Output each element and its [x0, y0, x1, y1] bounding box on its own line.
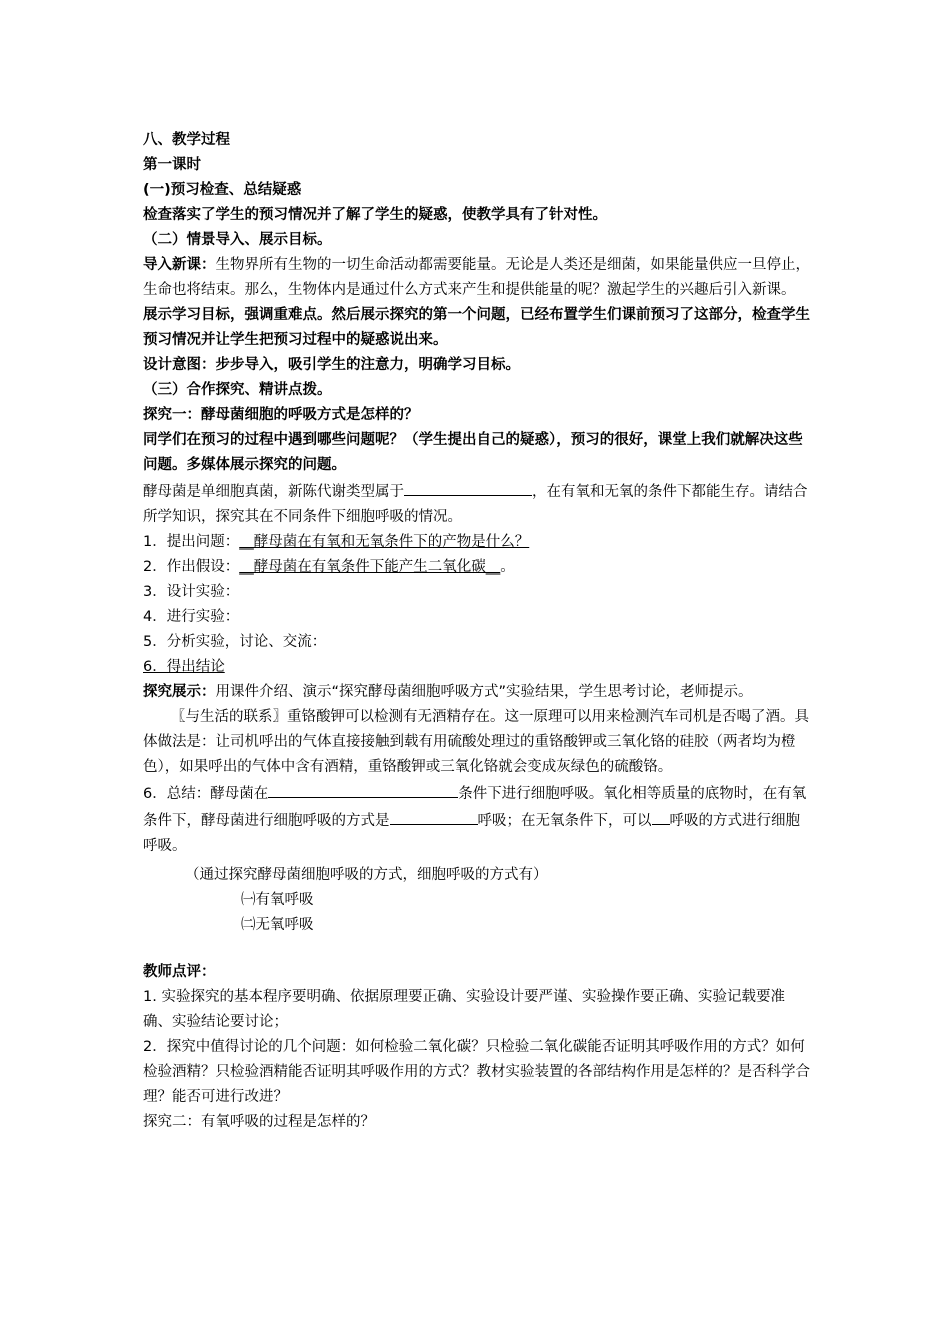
lesson-title: 第一课时 — [143, 157, 201, 173]
show-text: 用课件介绍、演示“探究酵母菌细胞呼吸方式”实验结果，学生思考讨论，老师提示。 — [215, 684, 753, 700]
aerobic-blank — [390, 807, 478, 825]
part2-title: （二）情景导入、展示目标。 — [143, 232, 332, 248]
yeast-intro-b: ，在有氧和无氧的条件下都能生存。请结合所学知识，探究其在不同条件下细胞呼吸的情况。 — [143, 484, 808, 525]
summary-paragraph — [143, 780, 811, 859]
step2-answer: __酵母菌在有氧条件下能产生二氧化碳__ — [239, 559, 501, 575]
step2-end: 。 — [500, 559, 515, 575]
show-label: 探究展示： — [143, 684, 216, 700]
section-title: 八、教学过程 — [143, 132, 230, 148]
summary-c: 呼吸；在无氧条件下，可以 — [477, 813, 652, 829]
part3-title: （三）合作探究、精讲点拨。 — [143, 382, 332, 398]
step2-label: 2．作出假设： — [143, 559, 240, 575]
life-paragraph: 〖与生活的联系〗重铬酸钾可以检测有无酒精存在。这一原理可以用来检测汽车司机是否喝了酒。具体做法是：让司机呼出的气体直接接触到载有用硫酸处理过的重铬酸钾或三氧化铬的硅胶（两者均为橙色），如果呼出的气体中含有酒精，重铬酸钾或三氧化铬就会变成灰绿色的硫酸铬。 — [143, 709, 809, 775]
review-item-2: 2．探究中值得讨论的几个问题：如何检验二氧化碳？只检验二氧化碳能否证明其呼吸作用的方式？如何检验酒精？只检验酒精能否证明其呼吸作用的方式？教材实验装置的各部结构作用是怎样的？是否科学合理？能否可进行改进？ — [143, 1039, 810, 1105]
part1-text: 检查落实了学生的预习情况并了解了学生的疑惑，使教学具有了针对性。 — [143, 207, 607, 223]
summary-b: 条件下进行细胞呼吸。氧化相等质量的底物时，在有氧条件下，酵母菌进行细胞呼吸的方式是 — [143, 786, 807, 829]
way-anaerobic: ㈡无氧呼吸 — [241, 917, 314, 933]
step1-answer: __酵母菌在有氧和无氧条件下的产物是什么？ — [239, 534, 530, 550]
condition-blank — [268, 780, 458, 798]
review-item-1: 1. 实验探究的基本程序要明确、依据原理要正确、实验设计要严谨、实验操作要正确、实验记载要准确、实验结论要讨论； — [143, 989, 785, 1030]
explore1-title: 探究一：酵母菌细胞的呼吸方式是怎样的？ — [143, 407, 419, 423]
explore1-text: 同学们在预习的过程中遇到哪些问题呢？（学生提出自己的疑惑），预习的很好，课堂上我们就解决这些问题。多媒体展示探究的问题。 — [143, 432, 803, 473]
step-4: 4．进行实验： — [143, 609, 240, 625]
metabolism-blank — [404, 478, 532, 496]
step-3: 3．设计实验： — [143, 584, 240, 600]
summary-a: 6．总结：酵母菌在 — [143, 786, 269, 802]
show-paragraph — [143, 680, 811, 705]
intro-label: 导入新课： — [143, 257, 216, 273]
goals-paragraph: 展示学习目标，强调重难点。然后展示探究的第一个问题，已经布置学生们课前预习了这部分，检查学生预习情况并让学生把预习过程中的疑惑说出来。 — [143, 307, 810, 348]
step-6: 6．得出结论 — [143, 659, 225, 675]
design-intent: 设计意图：步步导入，吸引学生的注意力，明确学习目标。 — [143, 357, 520, 373]
intro-paragraph — [143, 253, 811, 303]
yeast-intro — [143, 478, 811, 530]
document-content — [143, 128, 811, 1135]
step1-label: 1．提出问题： — [143, 534, 240, 550]
intro-text: 生物界所有生物的一切生命活动都需要能量。无论是人类还是细菌，如果能量供应一旦停止，生命也将结束。那么，生物体内是通过什么方式来产生和提供能量的呢？激起学生的兴趣后引入新课。 — [143, 257, 810, 298]
step-5: 5．分析实验，讨论、交流： — [143, 634, 327, 650]
anaerobic-blank — [652, 807, 670, 825]
summary-d: 呼吸的方式进行细胞呼吸。 — [143, 813, 800, 854]
explore2-title: 探究二：有氧呼吸的过程是怎样的？ — [143, 1114, 375, 1130]
step-2 — [143, 555, 811, 580]
step-1 — [143, 530, 811, 555]
part1-title: (一)预习检查、总结疑惑 — [143, 182, 302, 198]
review-title: 教师点评： — [143, 964, 216, 980]
way-aerobic: ㈠有氧呼吸 — [241, 892, 314, 908]
yeast-intro-a: 酵母菌是单细胞真菌，新陈代谢类型属于 — [143, 484, 404, 500]
ways-intro: （通过探究酵母菌细胞呼吸的方式，细胞呼吸的方式有） — [185, 867, 548, 883]
